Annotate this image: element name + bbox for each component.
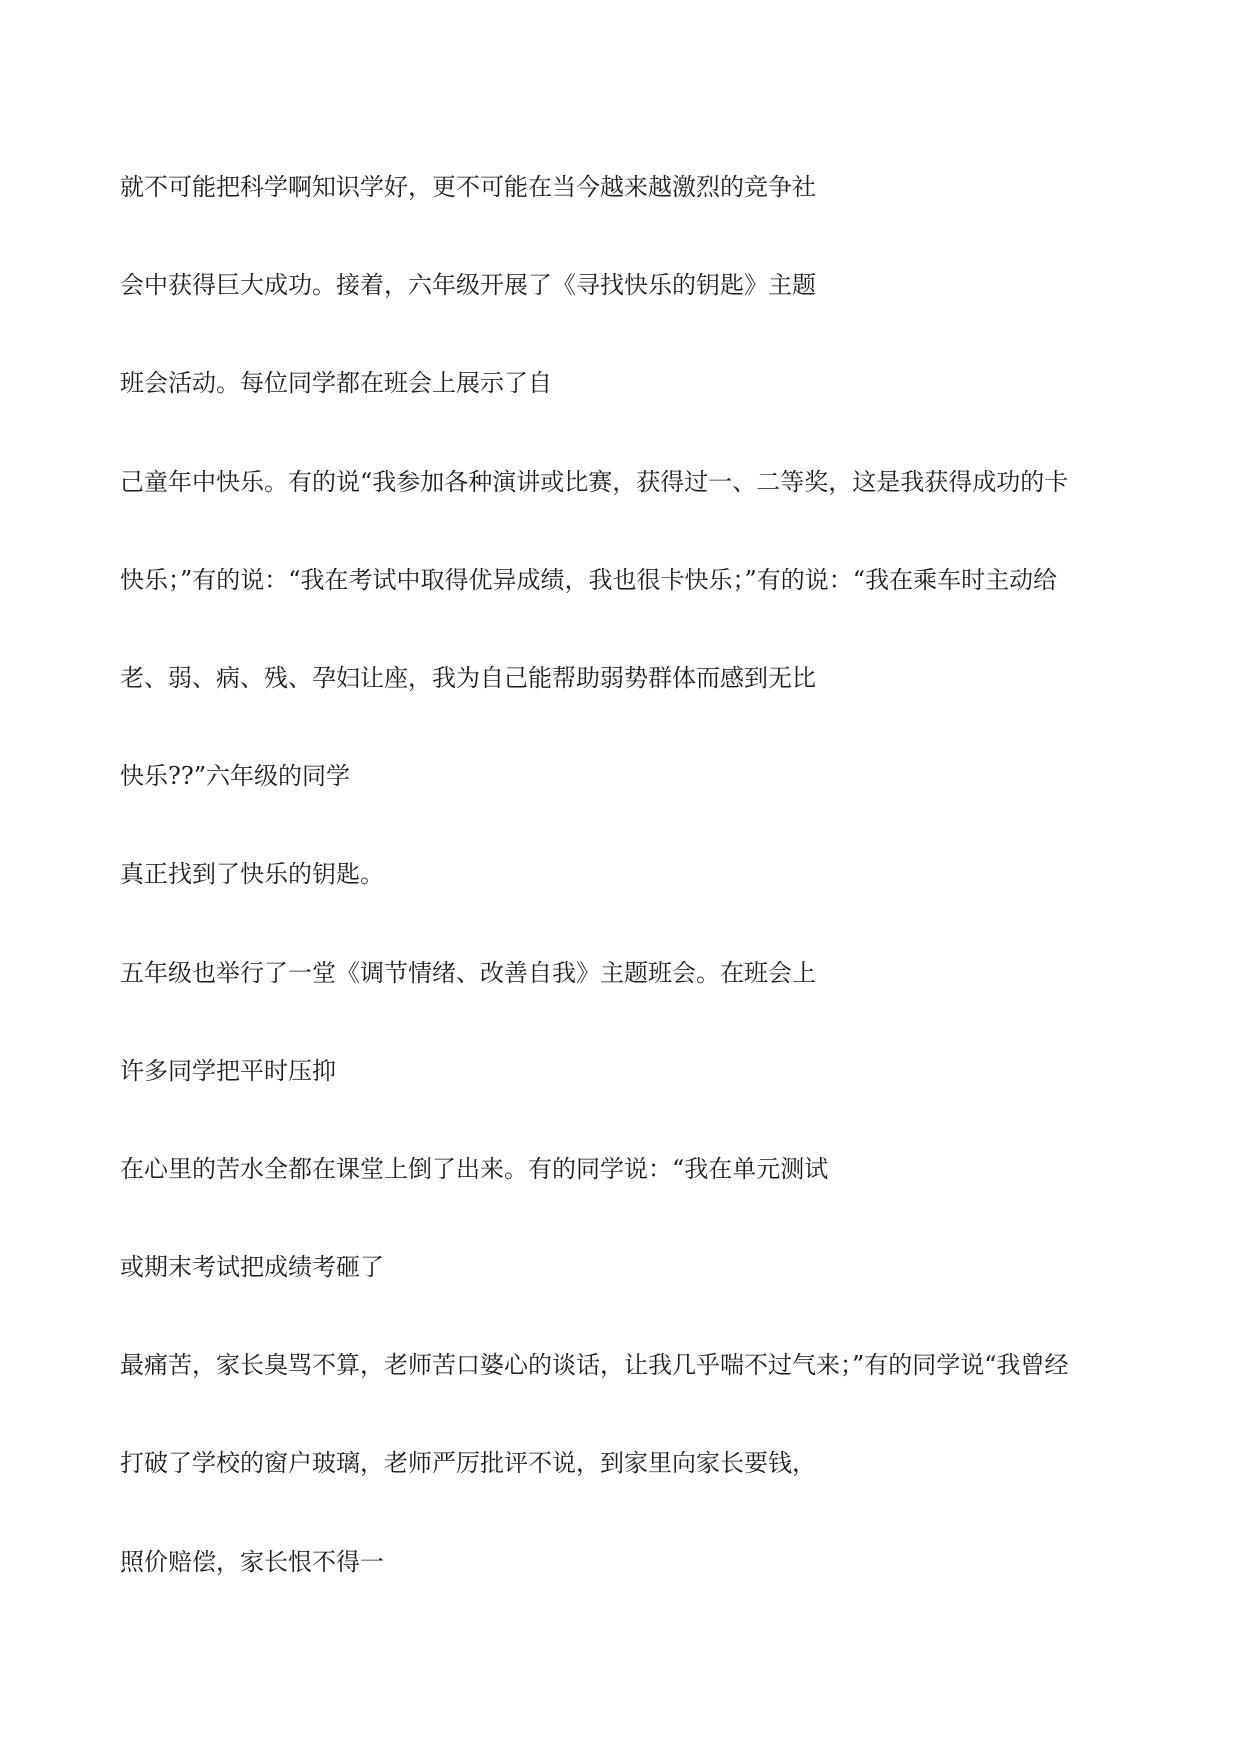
text-line: 己童年中快乐。有的说“我参加各种演讲或比赛，获得过一、二等奖，这是我获得成功的卡 — [120, 467, 1069, 496]
text-line: 会中获得巨大成功。接着，六年级开展了《寻找快乐的钥匙》主题 — [120, 271, 816, 300]
document-body — [120, 172, 1140, 1645]
text-line: 班会活动。每位同学都在班会上展示了自 — [120, 369, 552, 398]
text-line: 许多同学把平时压抑 — [120, 1056, 336, 1085]
text-line: 在心里的苦水全都在课堂上倒了出来。有的同学说：“我在单元测试 — [120, 1154, 829, 1183]
text-line: 快乐；”有的说：“我在考试中取得优异成绩，我也很卡快乐；”有的说：“我在乘车时主动给 — [120, 565, 1058, 594]
text-line: 最痛苦，家长臭骂不算，老师苦口婆心的谈话，让我几乎喘不过气来；”有的同学说“我曾经 — [120, 1351, 1069, 1380]
text-line: 快乐??”六年级的同学 — [120, 762, 351, 791]
text-line: 就不可能把科学啊知识学好，更不可能在当今越来越激烈的竞争社 — [120, 173, 816, 201]
text-line: 照价赔偿，家长恨不得一 — [120, 1547, 384, 1576]
text-line: 老、弱、病、残、孕妇让座，我为自己能帮助弱势群体而感到无比 — [120, 663, 816, 692]
text-line: 打破了学校的窗户玻璃，老师严厉批评不说，到家里向家长要钱， — [120, 1449, 816, 1478]
text-line: 或期末考试把成绩考砸了 — [120, 1253, 384, 1282]
text-line: 真正找到了快乐的钥匙。 — [120, 860, 384, 889]
text-line: 五年级也举行了一堂《调节情绪、改善自我》主题班会。在班会上 — [120, 958, 816, 987]
